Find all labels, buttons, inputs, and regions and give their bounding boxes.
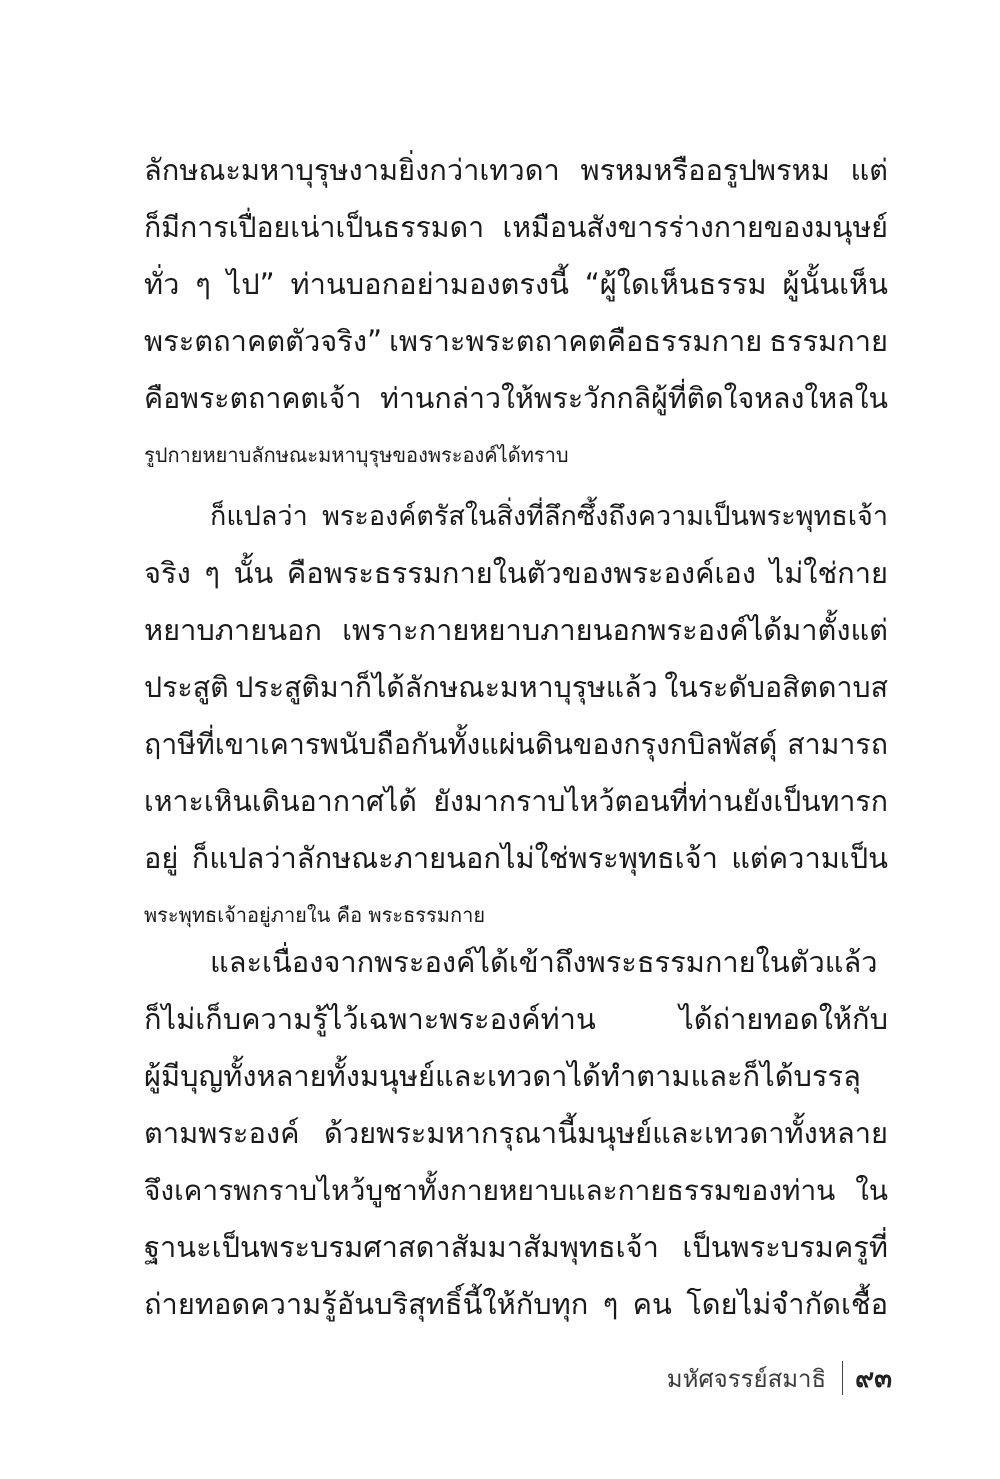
text-line: ก็ไม่เก็บความรู้ไว้เฉพาะพระองค์ท่าน ได้ถ่ายทอดให้กับ bbox=[144, 1002, 888, 1036]
text-line: และเนื่องจากพระองค์ได้เข้าถึงพระธรรมกายในตัวแล้ว bbox=[210, 945, 878, 979]
text-line: พระตถาคตตัวจริง” เพราะพระตถาคตคือธรรมกาย ธรรมกาย bbox=[144, 324, 888, 358]
text-line: ฐานะเป็นพระบรมศาสดาสัมมาสัมพุทธเจ้า เป็นพระบรมครูที่ bbox=[144, 1230, 888, 1264]
text-line: ก็มีการเปื่อยเน่าเป็นธรรมดา เหมือนสังขารร่างกายของมนุษย์ bbox=[144, 211, 888, 244]
text-line: ประสูติ ประสูติมาก็ได้ลักษณะมหาบุรุษแล้ว ในระดับอสิตดาบส bbox=[144, 671, 888, 704]
text-line: ผู้มีบุญทั้งหลายทั้งมนุษย์และเทวดาได้ทำตามและก็ได้บรรลุ bbox=[144, 1059, 861, 1093]
page-number: ๙๓ bbox=[855, 1363, 892, 1394]
paragraph-2 bbox=[144, 488, 888, 944]
text-line: ลักษณะมหาบุรุษงามยิ่งกว่าเทวดา พรหมหรืออรูปพรหม แต่ bbox=[144, 153, 888, 187]
page-footer bbox=[667, 1358, 892, 1398]
footer-divider bbox=[842, 1361, 843, 1395]
book-title: มหัศจรรย์สมาธิ bbox=[666, 1364, 827, 1393]
text-line: คือพระตถาคตเจ้า ท่านกล่าวให้พระวักกลิผู้ที่ติดใจหลงใหลใน bbox=[144, 382, 888, 415]
paragraph-1 bbox=[144, 142, 888, 484]
text-line: ฤาษีที่เขาเคารพนับถือกันทั้งแผ่นดินของกรุงกบิลพัสดุ์ สามารถ bbox=[144, 728, 888, 761]
text-line: จริง ๆ นั้น คือพระธรรมกายในตัวของพระองค์เอง ไม่ใช่กาย bbox=[144, 556, 888, 590]
text-line: รูปกายหยาบลักษณะมหาบุรุษของพระองค์ได้ทราบ bbox=[144, 443, 569, 467]
text-line: ถ่ายทอดความรู้อันบริสุทธิ์นี้ให้กับทุก ๆ คน โดยไม่จำกัดเชื้อ bbox=[144, 1287, 888, 1321]
text-line: เหาะเหินเดินอากาศได้ ยังมากราบไหว้ตอนที่ท่านยังเป็นทารก bbox=[144, 785, 888, 818]
text-line: ก็แปลว่า พระองค์ตรัสในสิ่งที่ลึกซึ้งถึงความเป็นพระพุทธเจ้า bbox=[210, 501, 888, 532]
text-line: ตามพระองค์ ด้วยพระมหากรุณานี้มนุษย์และเทวดาทั้งหลาย bbox=[144, 1116, 888, 1150]
paragraph-3 bbox=[144, 934, 888, 1333]
text-line: พระพุทธเจ้าอยู่ภายใน คือ พระธรรมกาย bbox=[144, 903, 486, 927]
text-line: หยาบภายนอก เพราะกายหยาบภายนอกพระองค์ได้มาตั้งแต่ bbox=[144, 613, 888, 647]
text-line: ทั่ว ๆ ไป” ท่านบอกอย่ามองตรงนี้ “ผู้ใดเห็นธรรม ผู้นั้นเห็น bbox=[144, 267, 888, 301]
text-line: จึงเคารพกราบไหว้บูชาทั้งกายหยาบและกายธรรมของท่าน ใน bbox=[144, 1174, 888, 1207]
text-line: อยู่ ก็แปลว่าลักษณะภายนอกไม่ใช่พระพุทธเจ้า แต่ความเป็น bbox=[144, 841, 888, 875]
